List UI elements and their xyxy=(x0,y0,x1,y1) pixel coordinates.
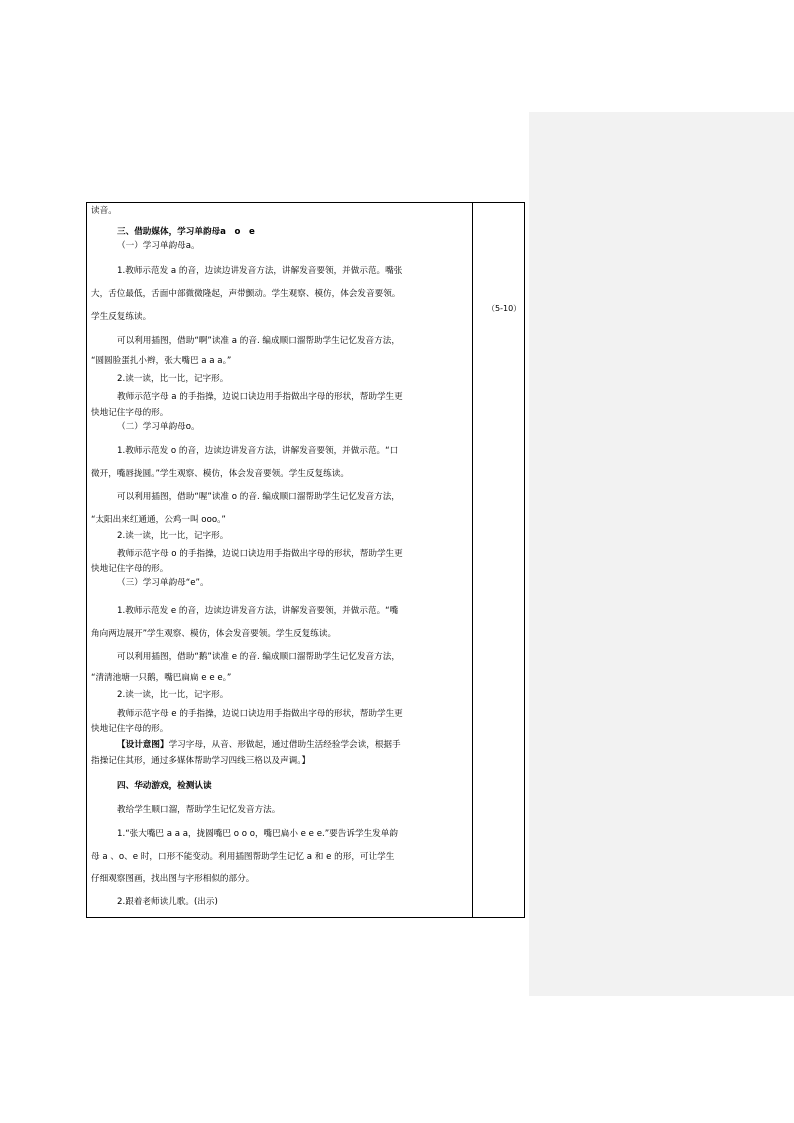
text-line: “太阳出来红通通，公鸡一叫 ooo。” xyxy=(91,515,226,525)
text-line: 微开，嘴唇拢圆。”学生观察、模仿，体会发音要领。学生反复练读。 xyxy=(91,469,349,479)
subsection-heading: （二）学习单韵母o。 xyxy=(117,422,200,432)
section-heading: 四、华动游戏，检测认读 xyxy=(117,781,212,791)
text-line: 快地记住字母的形。 xyxy=(91,408,169,418)
text-line: 可以利用插图，借助“鹅”读准 e 的音. 编成顺口溜帮助学生记忆发音方法， xyxy=(117,652,400,662)
subsection-heading: （一）学习单韵母a。 xyxy=(117,241,200,251)
text-line: 指操记住其形，通过多媒体帮助学习四线三格以及声调。】 xyxy=(91,756,311,766)
text-line: 母 a 、o、e 时，口形不能变动。利用插图帮助学生记忆 a 和 e 的形，可让学生 xyxy=(91,852,395,862)
text-line: 1.教师示范发 e 的音，边读边讲发音方法，讲解发音要领，并做示范。“嘴 xyxy=(117,606,399,616)
text-line: 大，舌位最低，舌面中部微微隆起，声带颤动。学生观察、模仿，体会发音要领。 xyxy=(91,289,401,299)
text-line: 学生反复练读。 xyxy=(91,312,152,322)
text-line: 仔细观察图画，找出图与字形相似的部分。 xyxy=(91,874,255,884)
text-line: 快地记住字母的形。 xyxy=(91,724,169,734)
section-heading: 三、借助媒体，学习单韵母a o e xyxy=(117,227,255,237)
design-intent-text: 学习字母，从音、形做起，通过借助生活经验学会读，根据手 xyxy=(168,740,401,750)
text-line: 2.读一读，比一比，记字形。 xyxy=(117,531,229,541)
text-line: 教师示范字母 a 的手指操，边说口诀边用手指做出字母的形状，帮助学生更 xyxy=(117,392,403,402)
text-line: 1.“张大嘴巴 a a a，拢圆嘴巴 o o o，嘴巴扁小 e e e.”要告诉学生发单韵 xyxy=(117,829,398,839)
text-line: 读音。 xyxy=(91,206,117,216)
text-line: “圆圆脸蛋扎小辫，张大嘴巴 a a a。” xyxy=(91,356,232,366)
text-line: 1.教师示范发 o 的音，边读边讲发音方法，讲解发音要领，并做示范。“口 xyxy=(117,446,399,456)
text-line: 教师示范字母 o 的手指操，边说口诀边用手指做出字母的形状，帮助学生更 xyxy=(117,549,403,559)
time-cell: （5-10） xyxy=(487,304,522,313)
subsection-heading: （三）学习单韵母“e”。 xyxy=(117,578,209,588)
design-intent xyxy=(117,740,401,751)
text-line: 教师示范字母 e 的手指操，边说口诀边用手指做出字母的形状，帮助学生更 xyxy=(117,709,403,719)
text-line: 快地记住字母的形。 xyxy=(91,564,169,574)
text-line: 教给学生顺口溜，帮助学生记忆发音方法。 xyxy=(117,805,281,815)
text-line: “清清池塘一只鹅，嘴巴扁扁 e e e。” xyxy=(91,673,232,683)
lesson-table xyxy=(86,202,525,918)
text-line: 1.教师示范发 a 的音，边读边讲发音方法，讲解发音要领，并做示范。嘴张 xyxy=(117,266,403,276)
text-line: 2.读一读，比一比，记字形。 xyxy=(117,690,229,700)
comment-pane xyxy=(529,112,794,996)
text-line: 2.读一读，比一比，记字形。 xyxy=(117,374,229,384)
design-intent-label: 【设计意图】 xyxy=(117,740,169,750)
text-line: 可以利用插图，借助“啊”读准 a 的音. 编成顺口溜帮助学生记忆发音方法， xyxy=(117,336,400,346)
column-divider xyxy=(472,203,473,917)
text-line: 2.跟着老师读儿歌。(出示) xyxy=(117,897,218,907)
text-line: 可以利用插图，借助“喔”读准 o 的音. 编成顺口溜帮助学生记忆发音方法， xyxy=(117,492,400,502)
text-line: 角向两边展开”学生观察、模仿，体会发音要领。学生反复练读。 xyxy=(91,629,337,639)
